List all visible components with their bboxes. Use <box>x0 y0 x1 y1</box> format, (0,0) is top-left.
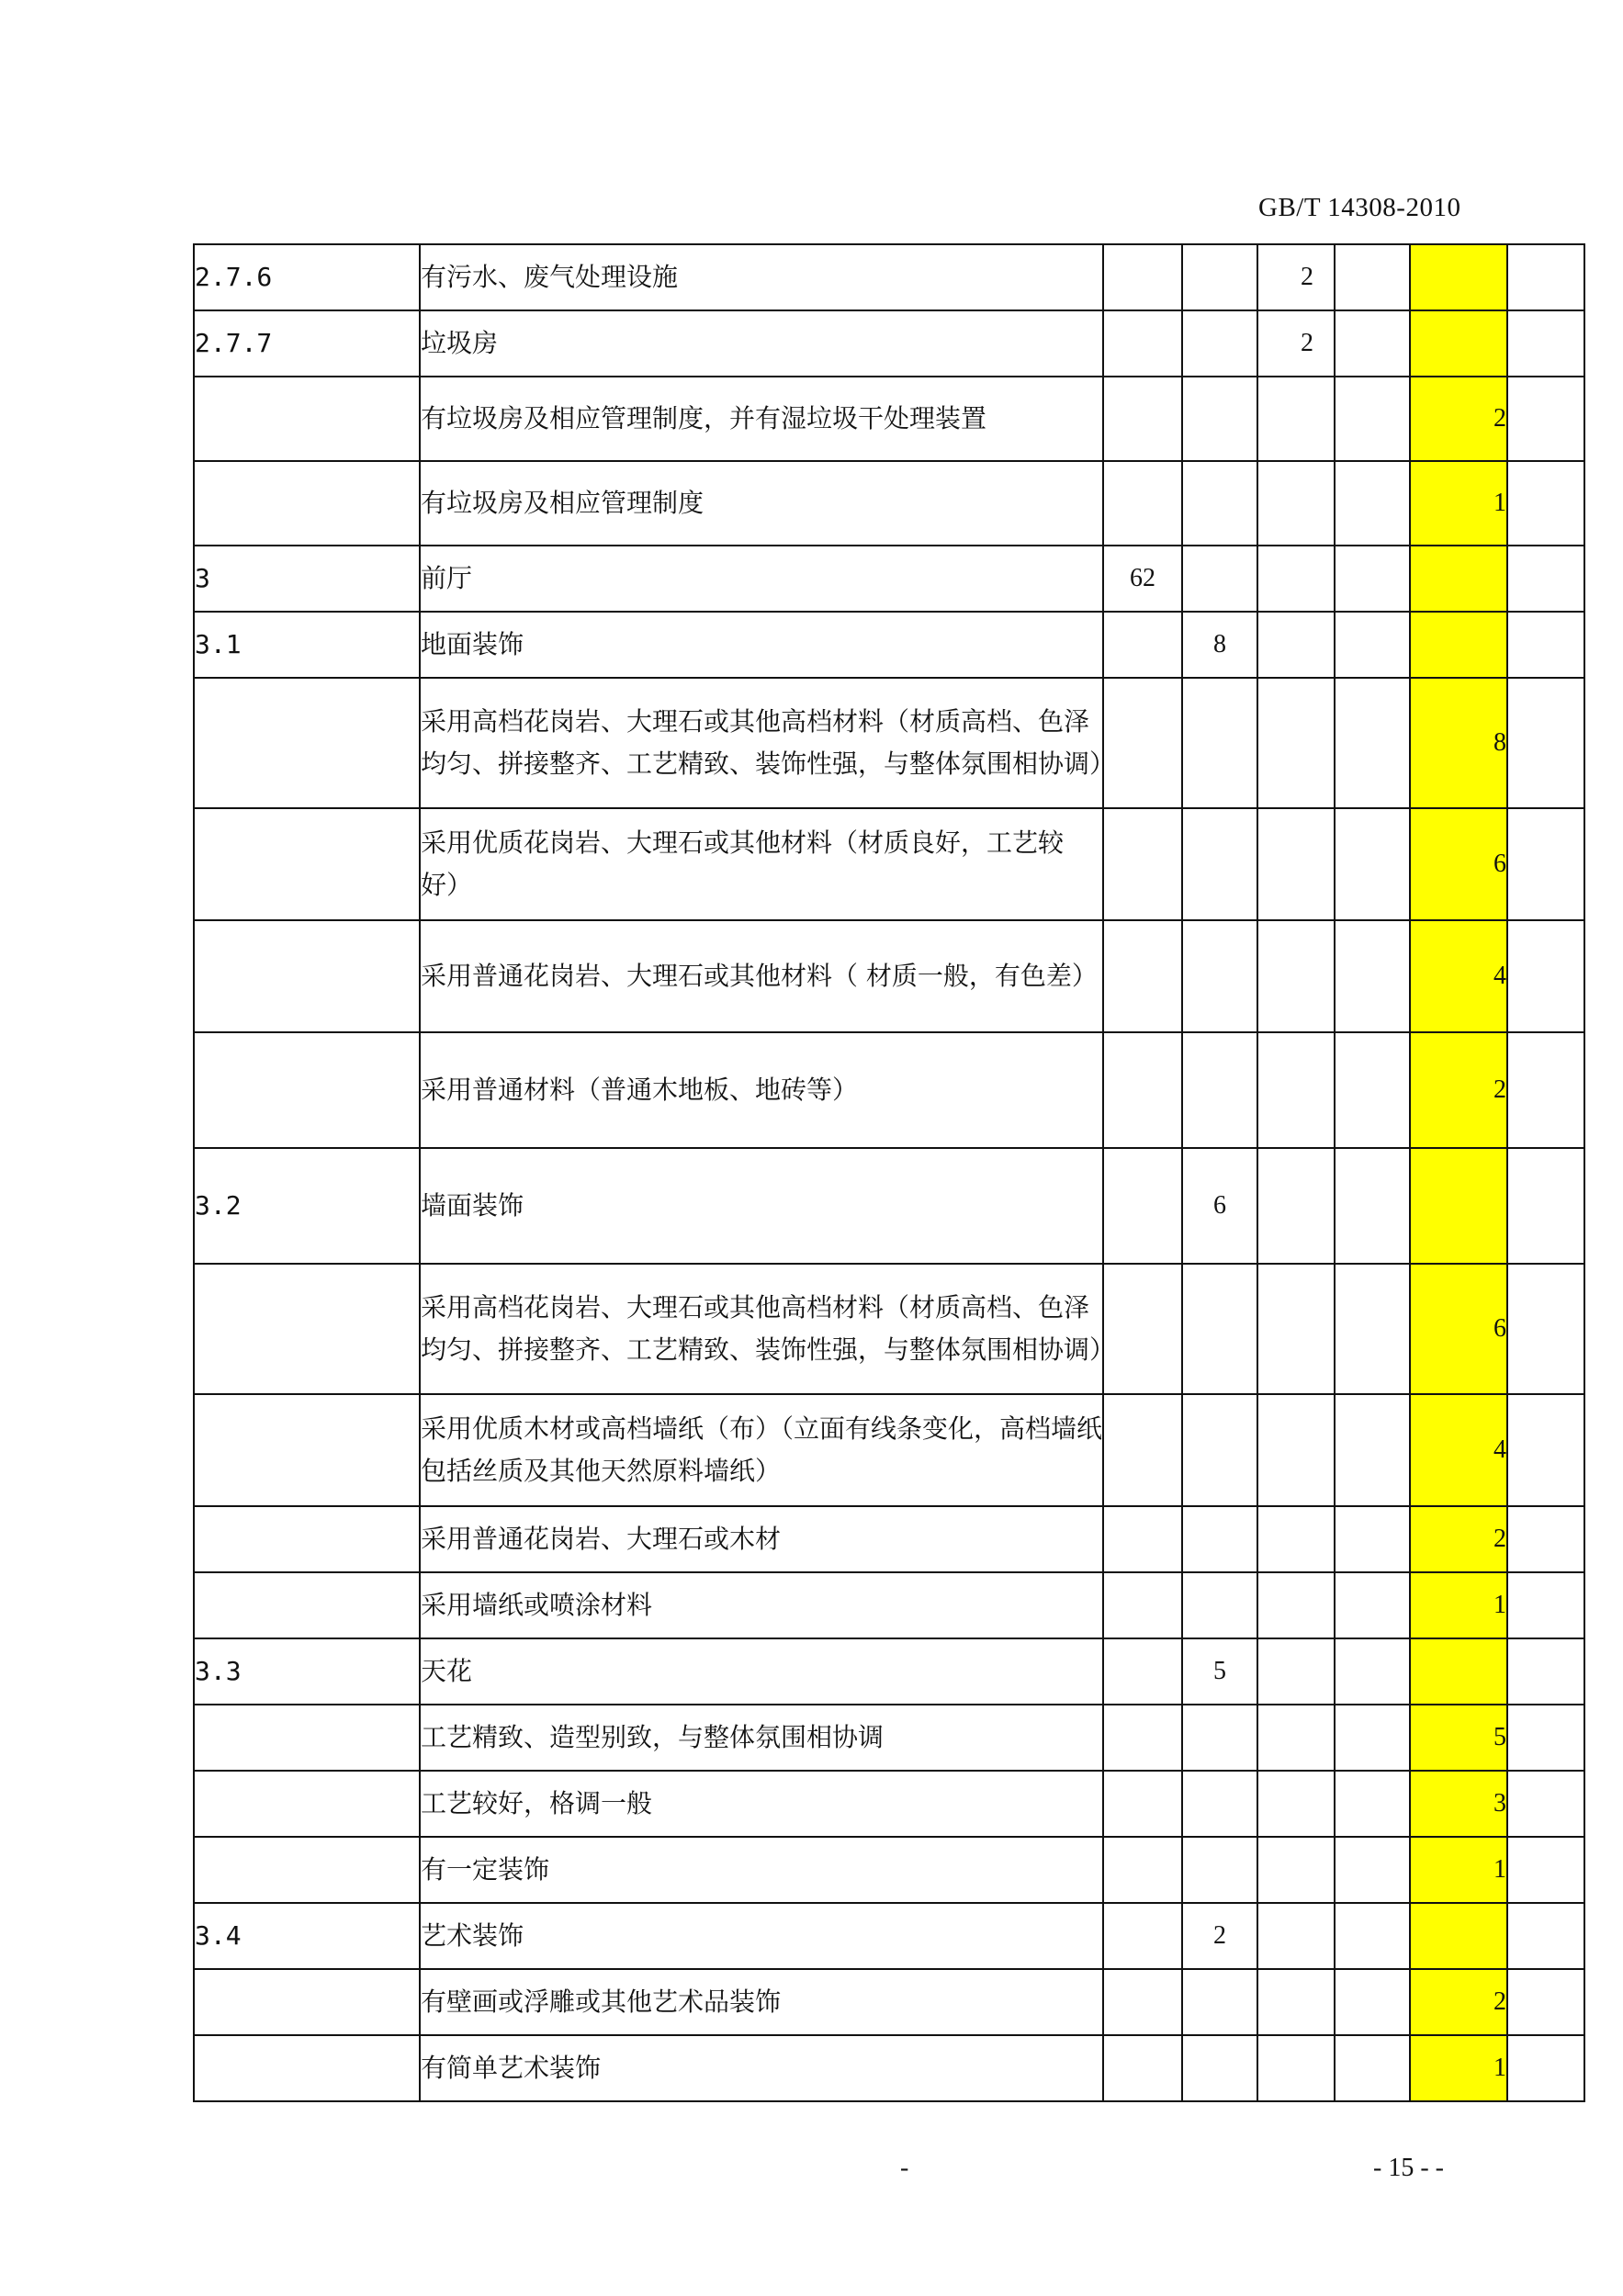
item-description-cell: 采用普通花岗岩、大理石或木材 <box>420 1506 1103 1572</box>
item-score-cell <box>1257 1705 1335 1771</box>
table-row <box>194 377 1584 461</box>
item-code-cell: 3 <box>194 546 420 612</box>
remark-cell <box>1507 1032 1584 1148</box>
total-score-cell <box>1103 1903 1182 1969</box>
blank-score-cell <box>1335 678 1410 808</box>
item-code-cell: 2.7.7 <box>194 310 420 377</box>
item-code-cell: 3.1 <box>194 612 420 678</box>
item-code-cell <box>194 808 420 920</box>
remark-cell <box>1507 1264 1584 1394</box>
item-description-cell: 地面装饰 <box>420 612 1103 678</box>
sub-score-cell <box>1182 310 1257 377</box>
scoring-table <box>193 243 1585 2102</box>
blank-score-cell <box>1335 1638 1410 1705</box>
total-score-cell <box>1103 1969 1182 2035</box>
item-score-cell <box>1257 546 1335 612</box>
page-number: - 15 - - <box>1373 2154 1444 2182</box>
total-score-cell: 62 <box>1103 546 1182 612</box>
awarded-score-cell: 6 <box>1410 1264 1507 1394</box>
item-description-cell: 有简单艺术装饰 <box>420 2035 1103 2101</box>
item-description-cell: 天花 <box>420 1638 1103 1705</box>
item-description-cell: 采用墙纸或喷涂材料 <box>420 1572 1103 1638</box>
item-description-cell: 前厅 <box>420 546 1103 612</box>
sub-score-cell: 5 <box>1182 1638 1257 1705</box>
table-row <box>194 310 1584 377</box>
sub-score-cell <box>1182 1771 1257 1837</box>
sub-score-cell <box>1182 1572 1257 1638</box>
total-score-cell <box>1103 1394 1182 1506</box>
item-score-cell <box>1257 1264 1335 1394</box>
remark-cell <box>1507 546 1584 612</box>
remark-cell <box>1507 1572 1584 1638</box>
sub-score-cell: 8 <box>1182 612 1257 678</box>
item-score-cell <box>1257 1969 1335 2035</box>
item-score-cell <box>1257 1771 1335 1837</box>
sub-score-cell: 2 <box>1182 1903 1257 1969</box>
item-score-cell <box>1257 461 1335 546</box>
total-score-cell <box>1103 1572 1182 1638</box>
table-row <box>194 546 1584 612</box>
item-description-cell: 有污水、废气处理设施 <box>420 244 1103 310</box>
item-description-cell: 垃圾房 <box>420 310 1103 377</box>
table-row <box>194 244 1584 310</box>
item-code-cell <box>194 2035 420 2101</box>
item-score-cell: 2 <box>1257 244 1335 310</box>
item-code-cell <box>194 1705 420 1771</box>
remark-cell <box>1507 1837 1584 1903</box>
sub-score-cell <box>1182 1705 1257 1771</box>
item-code-cell <box>194 461 420 546</box>
awarded-score-cell <box>1410 1148 1507 1264</box>
blank-score-cell <box>1335 1032 1410 1148</box>
blank-score-cell <box>1335 1148 1410 1264</box>
awarded-score-cell <box>1410 310 1507 377</box>
remark-cell <box>1507 1705 1584 1771</box>
item-code-cell <box>194 1837 420 1903</box>
sub-score-cell <box>1182 808 1257 920</box>
item-code-cell <box>194 1969 420 2035</box>
remark-cell <box>1507 1903 1584 1969</box>
total-score-cell <box>1103 1705 1182 1771</box>
table-row <box>194 1771 1584 1837</box>
table-row <box>194 808 1584 920</box>
item-score-cell <box>1257 678 1335 808</box>
blank-score-cell <box>1335 310 1410 377</box>
item-score-cell: 2 <box>1257 310 1335 377</box>
total-score-cell <box>1103 1771 1182 1837</box>
sub-score-cell <box>1182 1837 1257 1903</box>
awarded-score-cell: 2 <box>1410 1032 1507 1148</box>
awarded-score-cell: 5 <box>1410 1705 1507 1771</box>
total-score-cell <box>1103 808 1182 920</box>
blank-score-cell <box>1335 808 1410 920</box>
item-description-cell: 有垃圾房及相应管理制度 <box>420 461 1103 546</box>
awarded-score-cell <box>1410 244 1507 310</box>
awarded-score-cell: 6 <box>1410 808 1507 920</box>
total-score-cell <box>1103 461 1182 546</box>
total-score-cell <box>1103 1638 1182 1705</box>
remark-cell <box>1507 1638 1584 1705</box>
table-row <box>194 2035 1584 2101</box>
sub-score-cell <box>1182 1394 1257 1506</box>
awarded-score-cell: 8 <box>1410 678 1507 808</box>
awarded-score-cell: 1 <box>1410 1572 1507 1638</box>
blank-score-cell <box>1335 1506 1410 1572</box>
total-score-cell <box>1103 678 1182 808</box>
sub-score-cell <box>1182 1506 1257 1572</box>
total-score-cell <box>1103 1264 1182 1394</box>
table-row <box>194 1969 1584 2035</box>
awarded-score-cell <box>1410 1638 1507 1705</box>
item-description-cell: 采用普通材料（普通木地板、地砖等） <box>420 1032 1103 1148</box>
item-code-cell: 2.7.6 <box>194 244 420 310</box>
item-score-cell <box>1257 1032 1335 1148</box>
total-score-cell <box>1103 1837 1182 1903</box>
blank-score-cell <box>1335 1705 1410 1771</box>
table-row <box>194 461 1584 546</box>
awarded-score-cell: 3 <box>1410 1771 1507 1837</box>
table-row <box>194 1148 1584 1264</box>
blank-score-cell <box>1335 1903 1410 1969</box>
table-row <box>194 1705 1584 1771</box>
table-row <box>194 1837 1584 1903</box>
item-score-cell <box>1257 1148 1335 1264</box>
blank-score-cell <box>1335 1969 1410 2035</box>
remark-cell <box>1507 1148 1584 1264</box>
item-score-cell <box>1257 1638 1335 1705</box>
table-row <box>194 1572 1584 1638</box>
item-score-cell <box>1257 1837 1335 1903</box>
sub-score-cell: 6 <box>1182 1148 1257 1264</box>
awarded-score-cell: 2 <box>1410 1506 1507 1572</box>
remark-cell <box>1507 678 1584 808</box>
item-description-cell: 艺术装饰 <box>420 1903 1103 1969</box>
remark-cell <box>1507 612 1584 678</box>
item-description-cell: 墙面装饰 <box>420 1148 1103 1264</box>
remark-cell <box>1507 808 1584 920</box>
remark-cell <box>1507 920 1584 1032</box>
item-score-cell <box>1257 1903 1335 1969</box>
blank-score-cell <box>1335 1771 1410 1837</box>
blank-score-cell <box>1335 920 1410 1032</box>
awarded-score-cell: 2 <box>1410 377 1507 461</box>
awarded-score-cell: 1 <box>1410 2035 1507 2101</box>
item-description-cell: 工艺精致、造型别致，与整体氛围相协调 <box>420 1705 1103 1771</box>
blank-score-cell <box>1335 1572 1410 1638</box>
total-score-cell <box>1103 1032 1182 1148</box>
total-score-cell <box>1103 1506 1182 1572</box>
blank-score-cell <box>1335 1264 1410 1394</box>
blank-score-cell <box>1335 377 1410 461</box>
sub-score-cell <box>1182 461 1257 546</box>
item-score-cell <box>1257 920 1335 1032</box>
blank-score-cell <box>1335 546 1410 612</box>
item-code-cell <box>194 678 420 808</box>
sub-score-cell <box>1182 920 1257 1032</box>
sub-score-cell <box>1182 546 1257 612</box>
table-body <box>194 244 1584 2101</box>
total-score-cell <box>1103 244 1182 310</box>
remark-cell <box>1507 377 1584 461</box>
footer-dash: - <box>900 2154 909 2182</box>
item-code-cell <box>194 920 420 1032</box>
awarded-score-cell: 4 <box>1410 1394 1507 1506</box>
item-code-cell <box>194 1771 420 1837</box>
remark-cell <box>1507 1969 1584 2035</box>
awarded-score-cell <box>1410 546 1507 612</box>
item-score-cell <box>1257 377 1335 461</box>
total-score-cell <box>1103 377 1182 461</box>
item-code-cell <box>194 1394 420 1506</box>
item-description-cell: 有垃圾房及相应管理制度，并有湿垃圾干处理装置 <box>420 377 1103 461</box>
table-row <box>194 1506 1584 1572</box>
total-score-cell <box>1103 310 1182 377</box>
awarded-score-cell: 1 <box>1410 461 1507 546</box>
item-description-cell: 采用优质花岗岩、大理石或其他材料（材质良好，工艺较好） <box>420 808 1103 920</box>
table-row <box>194 1394 1584 1506</box>
blank-score-cell <box>1335 244 1410 310</box>
table-row <box>194 920 1584 1032</box>
remark-cell <box>1507 2035 1584 2101</box>
remark-cell <box>1507 1394 1584 1506</box>
blank-score-cell <box>1335 461 1410 546</box>
sub-score-cell <box>1182 1969 1257 2035</box>
item-code-cell <box>194 1264 420 1394</box>
item-code-cell <box>194 377 420 461</box>
table-row <box>194 1264 1584 1394</box>
awarded-score-cell <box>1410 1903 1507 1969</box>
item-score-cell <box>1257 808 1335 920</box>
item-description-cell: 有一定装饰 <box>420 1837 1103 1903</box>
total-score-cell <box>1103 612 1182 678</box>
table-row <box>194 678 1584 808</box>
item-description-cell: 工艺较好，格调一般 <box>420 1771 1103 1837</box>
standard-code: GB/T 14308-2010 <box>1258 193 1461 222</box>
sub-score-cell <box>1182 1032 1257 1148</box>
item-code-cell: 3.2 <box>194 1148 420 1264</box>
blank-score-cell <box>1335 2035 1410 2101</box>
remark-cell <box>1507 310 1584 377</box>
sub-score-cell <box>1182 678 1257 808</box>
item-code-cell: 3.4 <box>194 1903 420 1969</box>
item-code-cell <box>194 1032 420 1148</box>
total-score-cell <box>1103 2035 1182 2101</box>
item-score-cell <box>1257 1506 1335 1572</box>
table-row <box>194 612 1584 678</box>
remark-cell <box>1507 461 1584 546</box>
sub-score-cell <box>1182 244 1257 310</box>
awarded-score-cell: 4 <box>1410 920 1507 1032</box>
table-row <box>194 1032 1584 1148</box>
sub-score-cell <box>1182 1264 1257 1394</box>
table-row <box>194 1638 1584 1705</box>
item-score-cell <box>1257 2035 1335 2101</box>
awarded-score-cell <box>1410 612 1507 678</box>
total-score-cell <box>1103 1148 1182 1264</box>
sub-score-cell <box>1182 377 1257 461</box>
awarded-score-cell: 1 <box>1410 1837 1507 1903</box>
sub-score-cell <box>1182 2035 1257 2101</box>
blank-score-cell <box>1335 1394 1410 1506</box>
item-code-cell <box>194 1506 420 1572</box>
item-description-cell: 采用普通花岗岩、大理石或其他材料（ 材质一般，有色差） <box>420 920 1103 1032</box>
item-score-cell <box>1257 1572 1335 1638</box>
table-row <box>194 1903 1584 1969</box>
item-description-cell: 采用高档花岗岩、大理石或其他高档材料（材质高档、色泽均匀、拼接整齐、工艺精致、装饰性强，与整体氛围相协调） <box>420 678 1103 808</box>
blank-score-cell <box>1335 1837 1410 1903</box>
total-score-cell <box>1103 920 1182 1032</box>
item-score-cell <box>1257 1394 1335 1506</box>
remark-cell <box>1507 244 1584 310</box>
item-code-cell <box>194 1572 420 1638</box>
awarded-score-cell: 2 <box>1410 1969 1507 2035</box>
blank-score-cell <box>1335 612 1410 678</box>
remark-cell <box>1507 1506 1584 1572</box>
item-score-cell <box>1257 612 1335 678</box>
remark-cell <box>1507 1771 1584 1837</box>
item-code-cell: 3.3 <box>194 1638 420 1705</box>
item-description-cell: 采用优质木材或高档墙纸（布）（立面有线条变化，高档墙纸包括丝质及其他天然原料墙纸） <box>420 1394 1103 1506</box>
item-description-cell: 采用高档花岗岩、大理石或其他高档材料（材质高档、色泽均匀、拼接整齐、工艺精致、装饰性强，与整体氛围相协调） <box>420 1264 1103 1394</box>
item-description-cell: 有壁画或浮雕或其他艺术品装饰 <box>420 1969 1103 2035</box>
